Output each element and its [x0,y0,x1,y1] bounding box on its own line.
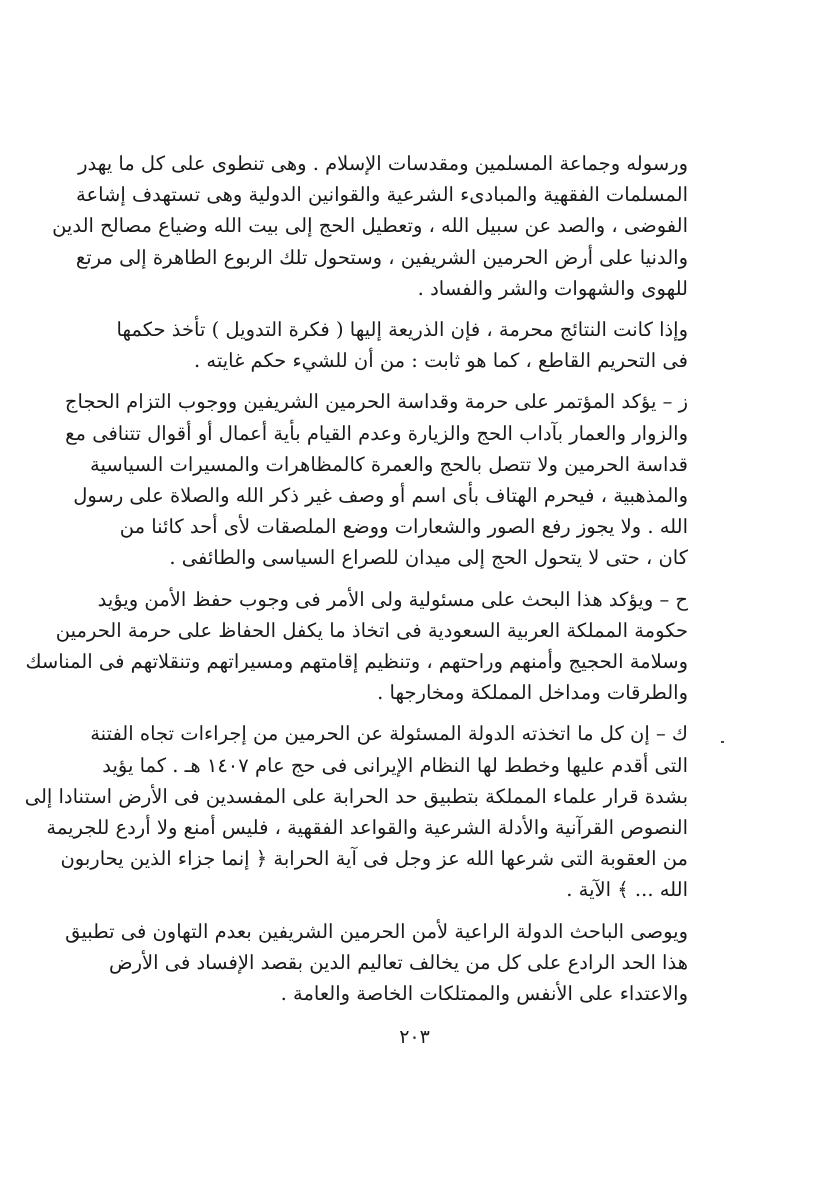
text-line: كان ، حتى لا يتحول الحج إلى ميدان للصراع السياسى والطائفى . [169,546,688,570]
text-line: فى التحريم القاطع ، كما هو ثابت : من أن للشيء حكم غايته . [193,349,688,373]
text-line: الله ... ﴾ الآية . [566,878,688,902]
text-line: والاعتداء على الأنفس والممتلكات الخاصة والعامة . [280,982,688,1006]
text-line: الله . ولا يجوز رفع الصور والشعارات ووضع الملصقات لأى أحد كائنا من [119,515,688,539]
text-line: وسلامة الحجيج وأمنهم وراحتهم ، وتنظيم إقامتهم ومسيراتهم وتنقلاتهم فى المناسك [25,650,688,674]
text-line: والمذهبية ، فيحرم الهتاف بأى اسم أو وصف غير ذكر الله والصلاة على رسول [73,484,688,508]
text-line: والدنيا على أرض الحرمين الشريفين ، وستحول تلك الربوع الطاهرة إلى مرتع [75,245,688,269]
text-line: ك – إن كل ما اتخذته الدولة المسئولة عن الحرمين من إجراءات تجاه الفتنة [90,722,688,746]
paragraph-6 [65,916,688,1010]
scan-speck [721,741,724,743]
page-number: ٢٠٣ [399,1026,430,1048]
text-line: المسلمات الفقهية والمبادىء الشرعية والقوانين الدولية وهى تستهدف إشاعة [75,183,688,207]
text-line: هذا الحد الرادع على كل من يخالف تعاليم الدين بقصد الإفساد فى الأرض [109,950,688,974]
page-body [24,148,688,1019]
text-line: وإذا كانت النتائج محرمة ، فإن الذريعة إليها ( فكرة التدويل ) تأخذ حكمها [116,318,688,342]
text-line: حكومة المملكة العربية السعودية فى اتخاذ ما يكفل الحفاظ على حرمة الحرمين [55,618,688,642]
paragraph-4 [25,584,688,709]
text-line: ح – ويؤكد هذا البحث على مسئولية ولى الأمر فى وجوب حفظ الأمن ويؤيد [97,587,688,611]
text-line: ويوصى الباحث الدولة الراعية لأمن الحرمين الشريفين بعدم التهاون فى تطبيق [65,919,688,943]
paragraph-3 [64,386,688,573]
text-line: ز – يؤكد المؤتمر على حرمة وقداسة الحرمين الشريفين ووجوب التزام الحجاج [64,390,688,414]
text-line: ورسوله وجماعة المسلمين ومقدسات الإسلام . وهى تنطوى على كل ما يهدر [78,152,688,175]
text-line: والطرقات ومداخل المملكة ومخارجها . [377,681,688,705]
text-line: للهوى والشهوات والشر والفساد . [417,276,688,300]
paragraph-5 [24,718,688,905]
text-line: بشدة قرار علماء المملكة بتطبيق حد الحرابة على المفسدين فى الأرض استنادا إلى [24,784,688,808]
paragraph-1 [52,148,688,304]
paragraph-2 [116,314,688,376]
text-line: من العقوبة التى شرعها الله عز وجل فى آية الحرابة ﴿ إنما جزاء الذين يحاربون [60,847,688,871]
text-line: التى أقدم عليها وخطط لها النظام الإيرانى فى حج عام ١٤٠٧ هـ . كما يؤيد [102,753,688,777]
text-line: والزوار والعمار بآداب الحج والزيارة وعدم القيام بأية أعمال أو أقوال تتنافى مع [65,421,688,445]
text-line: النصوص القرآنية والأدلة الشرعية والقواعد الفقهية ، فليس أمنع ولا أردع للجريمة [46,816,688,840]
text-line: قداسة الحرمين ولا تتصل بالحج والعمرة كالمظاهرات والمسيرات السياسية [90,452,688,476]
text-line: الفوضى ، والصد عن سبيل الله ، وتعطيل الحج إلى بيت الله وضياع مصالح الدين [52,214,688,238]
